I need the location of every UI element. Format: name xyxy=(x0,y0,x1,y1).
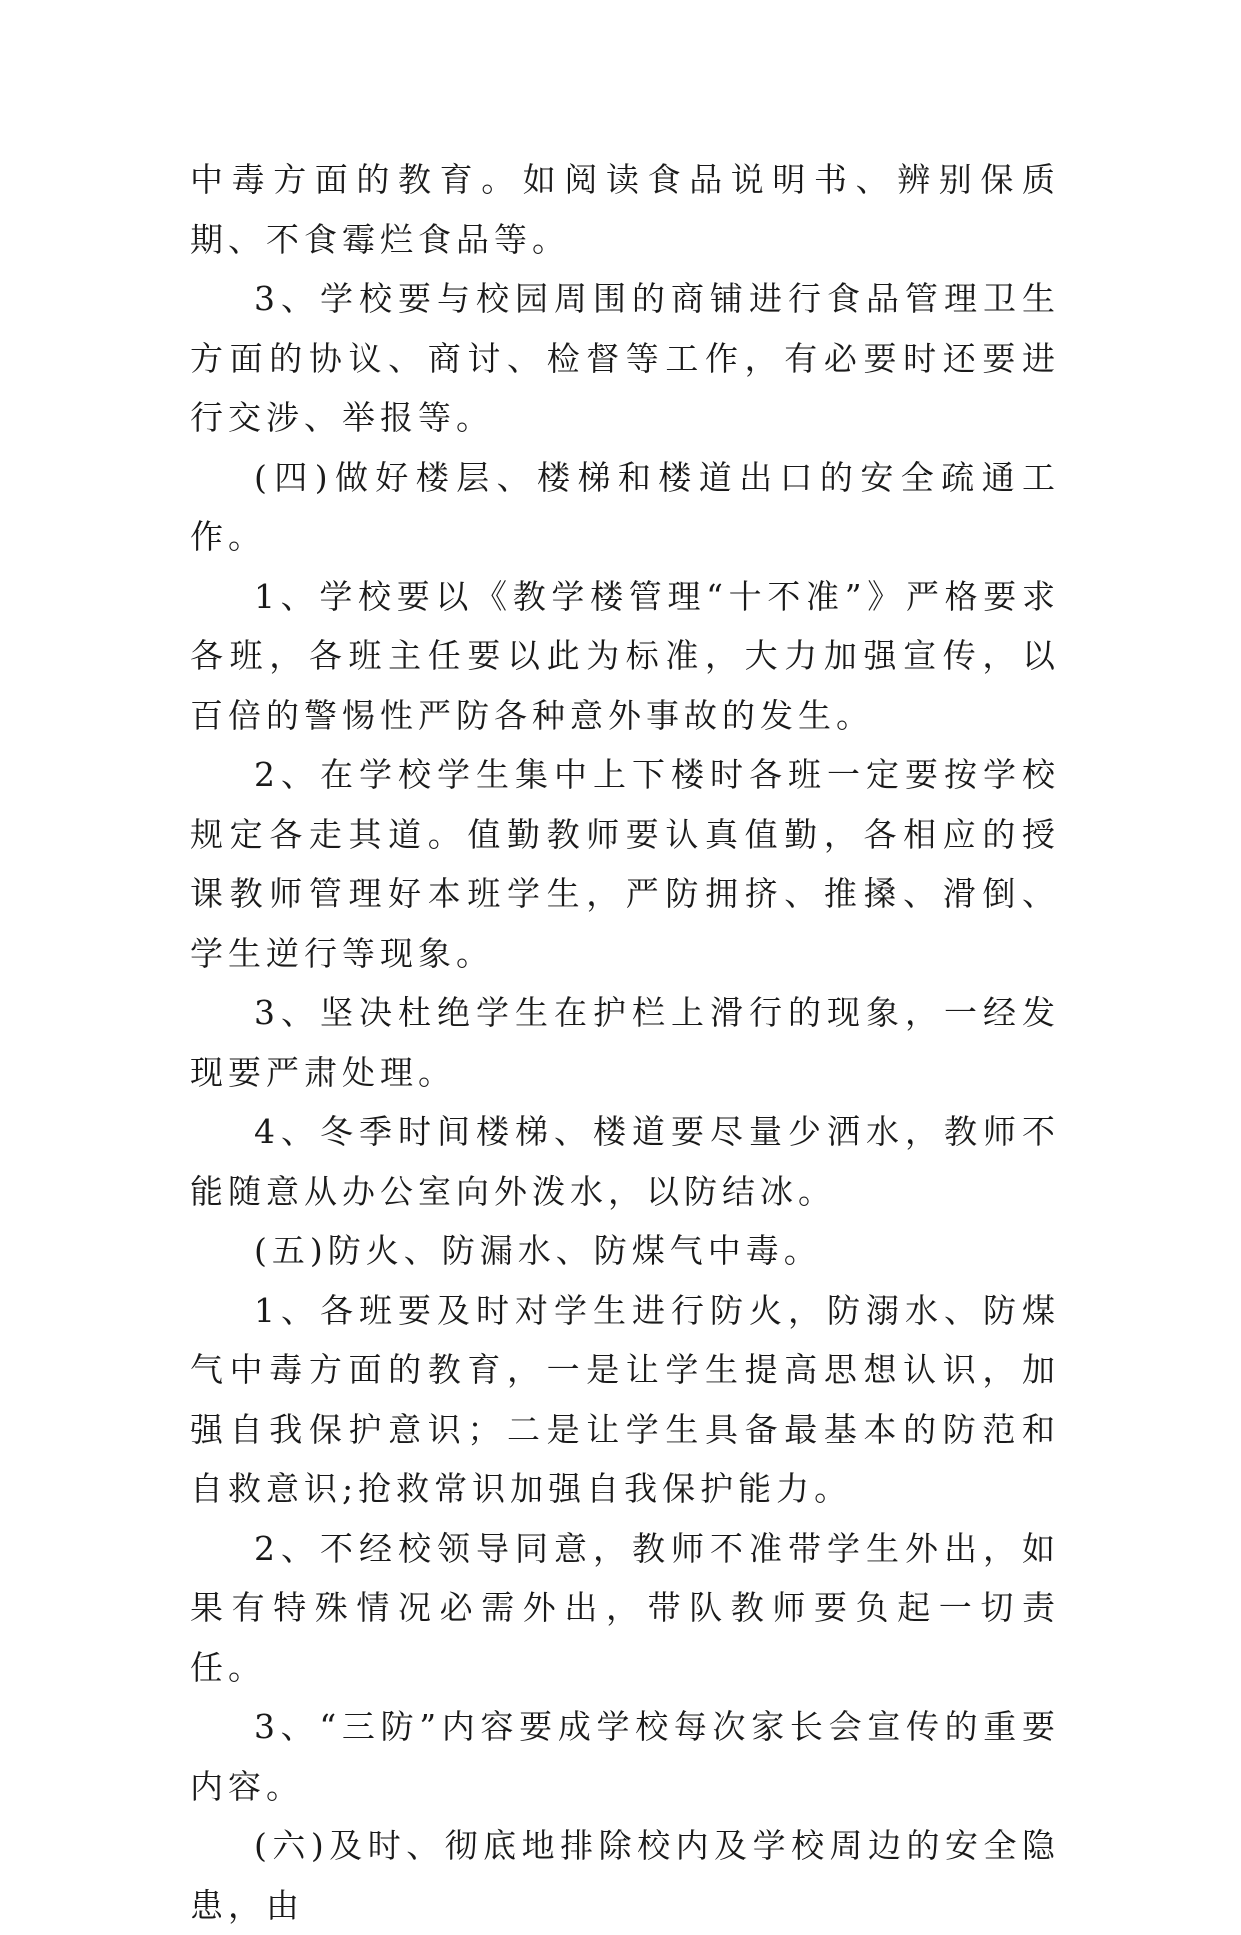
paragraph-10: 2、不经校领导同意，教师不准带学生外出，如果有特殊情况必需外出，带队教师要负起一切责任。 xyxy=(190,1528,1060,1687)
paragraph-4: 1、学校要以《教学楼管理“十不准”》严格要求各班，各班主任要以此为标准，大力加强宣传，以百倍的警惕性严防各种意外事故的发生。 xyxy=(190,576,1060,735)
section-heading-5: (五)防火、防漏水、防煤气中毒。 xyxy=(254,1231,822,1270)
section-heading-4: (四)做好楼层、楼梯和楼道出口的安全疏通工作。 xyxy=(190,457,1060,556)
paragraph-1: 中毒方面的教育。如阅读食品说明书、辨别保质期、不食霉烂食品等。 xyxy=(190,160,1060,259)
paragraph-6: 3、坚决杜绝学生在护栏上滑行的现象，一经发现要严肃处理。 xyxy=(190,993,1060,1092)
paragraph-5: 2、在学校学生集中上下楼时各班一定要按学校规定各走其道。值勤教师要认真值勤，各相应的授课教师管理好本班学生，严防拥挤、推搡、滑倒、学生逆行等现象。 xyxy=(190,755,1060,973)
paragraph-11: 3、“三防”内容要成学校每次家长会宣传的重要内容。 xyxy=(190,1707,1060,1806)
document-body xyxy=(190,150,1060,1935)
paragraph-9: 1、各班要及时对学生进行防火，防溺水、防煤气中毒方面的教育，一是让学生提高思想认识，加强自我保护意识；二是让学生具备最基本的防范和自救意识;抢救常识加强自我保护能力。 xyxy=(190,1290,1060,1508)
paragraph-2: 3、学校要与校园周围的商铺进行食品管理卫生方面的协议、商讨、检督等工作，有必要时还要进行交涉、举报等。 xyxy=(190,279,1060,437)
paragraph-7: 4、冬季时间楼梯、楼道要尽量少洒水，教师不能随意从办公室向外泼水，以防结冰。 xyxy=(190,1112,1060,1211)
section-heading-6: (六)及时、彻底地排除校内及学校周边的安全隐患，由 xyxy=(190,1826,1060,1925)
